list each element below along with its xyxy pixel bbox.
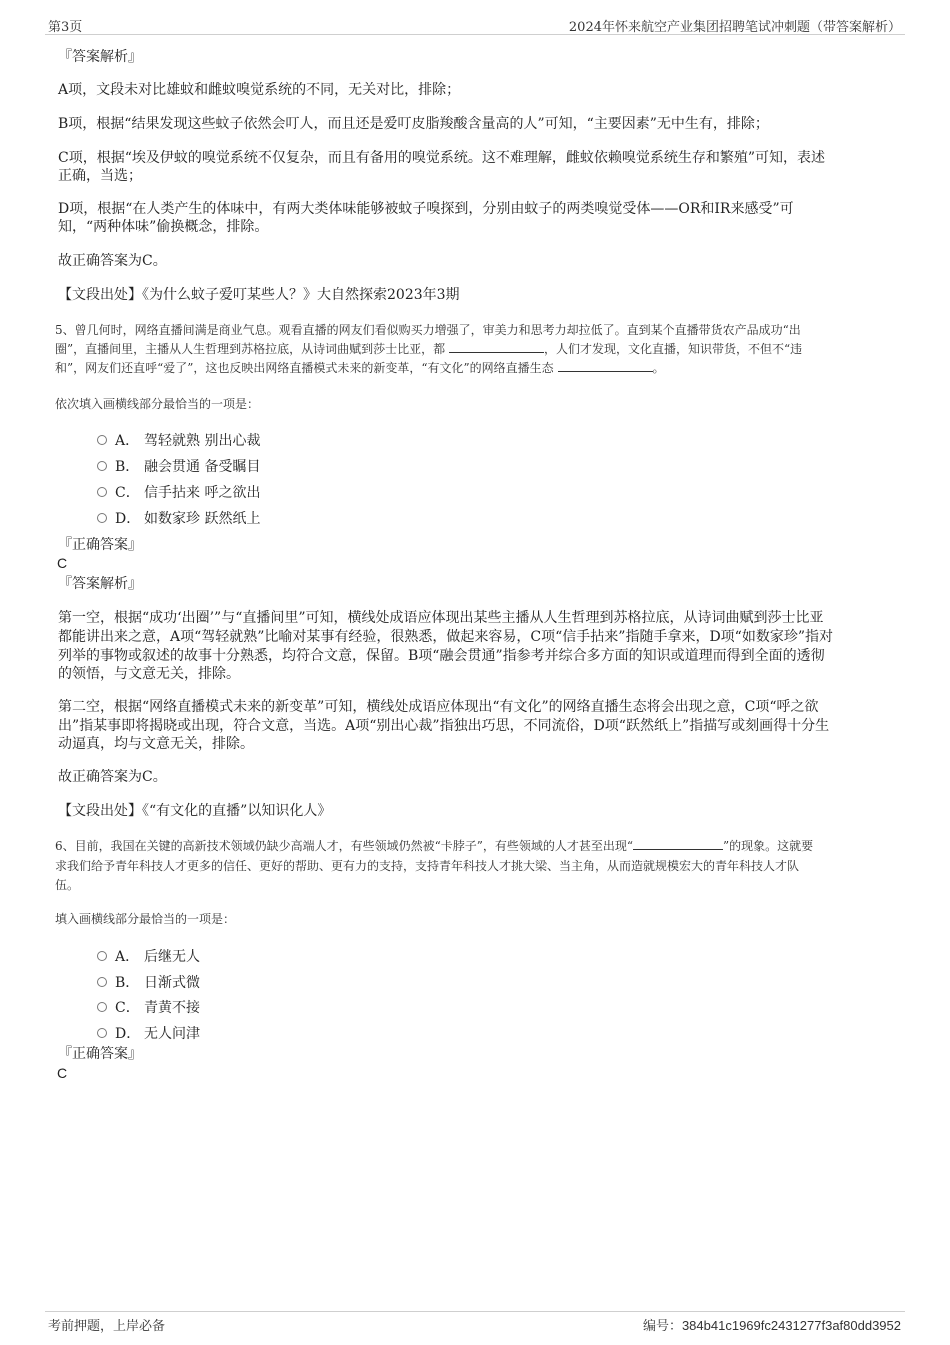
analysis-para1-line3: 列举的事物或叙述的故事十分熟悉，均符合文意，保留。B项“融会贯通”指参考并综合多方面的知识或道理而得到全面的透彻 <box>58 648 825 664</box>
analysis-label: 『答案解析』 <box>58 49 142 65</box>
analysis-para1-line1: 第一空，根据“成功‘出圈’”与“直播间里”可知，横线处成语应体现出某些主播从人生哲理到苏格拉底，从诗词曲赋到莎士比亚 <box>58 610 824 626</box>
analysis-para2-line1: 第二空，根据“网络直播模式未来的新变革”可知，横线处成语应体现出“有文化”的网络直播生态将会出现之意，C项“呼之欲 <box>58 699 819 715</box>
question-5-stem-line1: 5、曾几何时，网络直播间满是商业气息。观看直播的网友们看似购买力增强了，审美力和思考力却拉低了。直到某个直播带货农产品成功“出 <box>55 323 801 337</box>
question-5-stem-line2: 圈”，直播间里，主播从人生哲理到苏格拉底，从诗词曲赋到莎士比亚，都 ，人们才发现，文化直播，知识带货，不但不“违 <box>55 342 803 356</box>
analysis-para2-line2: 出”指某事即将揭晓或出现，符合文意，当选。A项“别出心裁”指独出巧思，不同流俗，D项“跃然纸上”指描写或刻画得十分生 <box>58 718 830 734</box>
radio-icon[interactable] <box>97 951 107 961</box>
question-5-instruction: 依次填入画横线部分最恰当的一项是： <box>55 397 260 411</box>
answer-label: 『正确答案』 <box>58 1046 142 1062</box>
radio-icon[interactable] <box>97 1002 107 1012</box>
analysis-para1-line4: 的领悟，与文意无关，排除。 <box>58 666 240 682</box>
question-5-stem-line3: 和”，网友们还直呼“爱了”，这也反映出网络直播模式未来的新变革，“有文化”的网络直播生态 。 <box>55 361 665 375</box>
analysis-label: 『答案解析』 <box>58 576 142 592</box>
question-6-stem-line3: 伍。 <box>55 878 80 892</box>
radio-icon[interactable] <box>97 513 107 523</box>
analysis-option-a: A项，文段未对比雄蚊和雌蚊嗅觉系统的不同，无关对比，排除； <box>58 82 461 98</box>
fill-blank <box>558 359 653 372</box>
analysis-option-d-line2: 知，“两种体味”偷换概念，排除。 <box>58 219 269 235</box>
answer-value: C <box>57 555 68 571</box>
radio-icon[interactable] <box>97 461 107 471</box>
page-footer <box>45 1311 905 1334</box>
analysis-option-b: B项，根据“结果发现这些蚊子依然会叮人，而且还是爱叮皮脂羧酸含量高的人”可知，“主要因素”无中生有，排除； <box>58 116 769 132</box>
analysis-option-c-line1: C项，根据“埃及伊蚊的嗅觉系统不仅复杂，而且有备用的嗅觉系统。这不难理解，雌蚊依赖嗅觉系统生存和繁殖”可知，表述 <box>58 150 826 166</box>
answer-value: C <box>57 1065 68 1081</box>
analysis-para2-line3: 动逼真，均与文意无关，排除。 <box>58 736 254 752</box>
radio-icon[interactable] <box>97 487 107 497</box>
document-title: 2024年怀来航空产业集团招聘笔试冲刺题（带答案解析） <box>568 20 901 35</box>
fill-blank <box>449 340 544 353</box>
question-6-stem-line2: 求我们给予青年科技人才更多的信任、更好的帮助、更有力的支持，支持青年科技人才挑大梁、当主角，从而造就规模宏大的青年科技人才队 <box>55 859 800 873</box>
page-number: 第3页 <box>48 20 83 35</box>
page-header <box>45 14 905 35</box>
source-citation: 【文段出处】《为什么蚊子爱叮某些人？》大自然探索2023年3期 <box>58 287 460 303</box>
conclusion: 故正确答案为C。 <box>58 769 167 785</box>
analysis-para1-line2: 都能讲出来之意，A项“驾轻就熟”比喻对某事有经验，很熟悉，做起来容易，C项“信手拈来”指随手拿来，D项“如数家珍”指对 <box>58 629 833 645</box>
document-code: 编号：384b41c1969fc2431277f3af80dd3952 <box>642 1318 901 1333</box>
analysis-option-c-line2: 正确，当选； <box>58 168 142 184</box>
question-6-stem-line1: 6、目前，我国在关键的高新技术领域仍缺少高端人才，有些领域仍然被“卡脖子”，有些领域的人才甚至出现“ ”的现象。这就要 <box>55 839 814 853</box>
analysis-option-d-line1: D项，根据“在人类产生的体味中，有两大类体味能够被蚊子嗅探到，分别由蚊子的两类嗅觉受体——OR和IR来感受”可 <box>58 201 794 217</box>
radio-icon[interactable] <box>97 1028 107 1038</box>
source-citation: 【文段出处】《“有文化的直播”以知识化人》 <box>58 803 332 819</box>
radio-icon[interactable] <box>97 977 107 987</box>
answer-label: 『正确答案』 <box>58 537 142 553</box>
question-6-instruction: 填入画横线部分最恰当的一项是： <box>55 912 236 926</box>
conclusion: 故正确答案为C。 <box>58 253 167 269</box>
footer-slogan: 考前押题，上岸必备 <box>48 1319 166 1334</box>
fill-blank <box>633 837 723 850</box>
radio-icon[interactable] <box>97 435 107 445</box>
